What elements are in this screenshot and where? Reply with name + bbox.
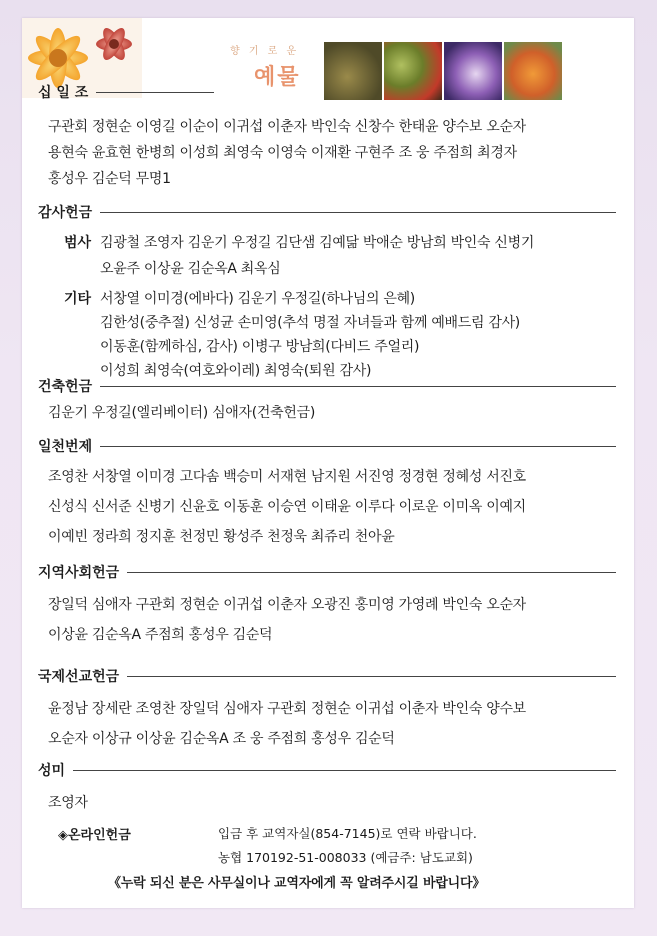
list-line: 장일덕 심애자 구관회 정현순 이귀섭 이춘자 오광진 홍미영 가영례 박인숙 오순자 — [48, 597, 526, 613]
list-line: 용현숙 윤효현 한병희 이성희 최영숙 이영숙 이재환 구현주 조 웅 주점희 최경자 — [48, 145, 517, 161]
online-offering-account: 농협 170192-51-008033 (예금주: 남도교회) — [218, 850, 473, 865]
list-line: 이성희 최영숙(여호와이레) 최영숙(퇴원 감사) — [100, 363, 372, 379]
gita-label: 기타 — [64, 291, 92, 307]
header-subtitle: 향 기 로 운 — [230, 46, 300, 57]
list-line: 신성식 신서준 신병기 신윤호 이동훈 이승연 이태윤 이루다 이로운 이미옥 이예지 — [48, 499, 526, 515]
list-line: 구관회 정현순 이영길 이순이 이귀섭 이춘자 박인숙 신창수 한태윤 양수보 오순자 — [48, 119, 526, 135]
list-line: 오윤주 이상윤 김순옥A 최옥심 — [100, 261, 281, 277]
list-line: 김한성(중추절) 신성균 손미영(추석 명절 자녀들과 함께 예배드림 감사) — [100, 315, 520, 331]
list-line: 조영찬 서창열 이미경 고다솜 백승미 서재현 남지원 서진영 정경현 정혜성 서진호 — [48, 469, 526, 485]
list-line: 오순자 이상규 이상윤 김순옥A 조 웅 주점희 홍성우 김순덕 — [48, 731, 395, 747]
offering-page — [22, 18, 634, 908]
header-title: 예물 — [254, 65, 301, 90]
section-title-geonchuk: 건축헌금 — [38, 376, 616, 396]
notice-text: 《누락 되신 분은 사무실이나 교역자에게 꼭 알려주시길 바랍니다》 — [108, 876, 486, 891]
list-line: 윤정남 장세란 조영찬 장일덕 심애자 구관회 정현순 이귀섭 이춘자 박인숙 양수보 — [48, 701, 526, 717]
section-title-gukje: 국제선교헌금 — [38, 666, 616, 686]
beomsa-label: 범사 — [64, 235, 92, 251]
online-offering-contact: 입금 후 교역자실(854-7145)로 연락 바랍니다. — [218, 826, 477, 841]
section-title-jiyeok: 지역사회헌금 — [38, 562, 616, 582]
list-line: 이예빈 정라희 정지훈 천정민 황성주 천정욱 최쥬리 천아윤 — [48, 529, 395, 545]
list-line: 홍성우 김순덕 무명1 — [48, 171, 171, 187]
online-offering-label: ◈온라인헌금 — [58, 828, 131, 843]
section-title-gamsa: 감사헌금 — [38, 202, 616, 222]
list-line: 조영자 — [48, 795, 88, 811]
list-line: 이동훈(함께하심, 감사) 이병구 방남희(다비드 주얼리) — [100, 339, 420, 355]
list-line: 김운기 우정길(엘리베이터) 심애자(건축헌금) — [48, 405, 315, 421]
list-line: 이상윤 김순옥A 주점희 홍성우 김순덕 — [48, 627, 273, 643]
section-title-ilcheon: 일천번제 — [38, 436, 616, 456]
list-line: 김광철 조영자 김운기 우정길 김단샘 김예닮 박애순 방남희 박인숙 신병기 — [100, 235, 535, 251]
section-title-sipilcho: 십 일 조 — [38, 82, 616, 102]
section-title-seongmi: 성미 — [38, 760, 616, 780]
list-line: 서창열 이미경(에바다) 김운기 우정길(하나님의 은혜) — [100, 291, 415, 307]
